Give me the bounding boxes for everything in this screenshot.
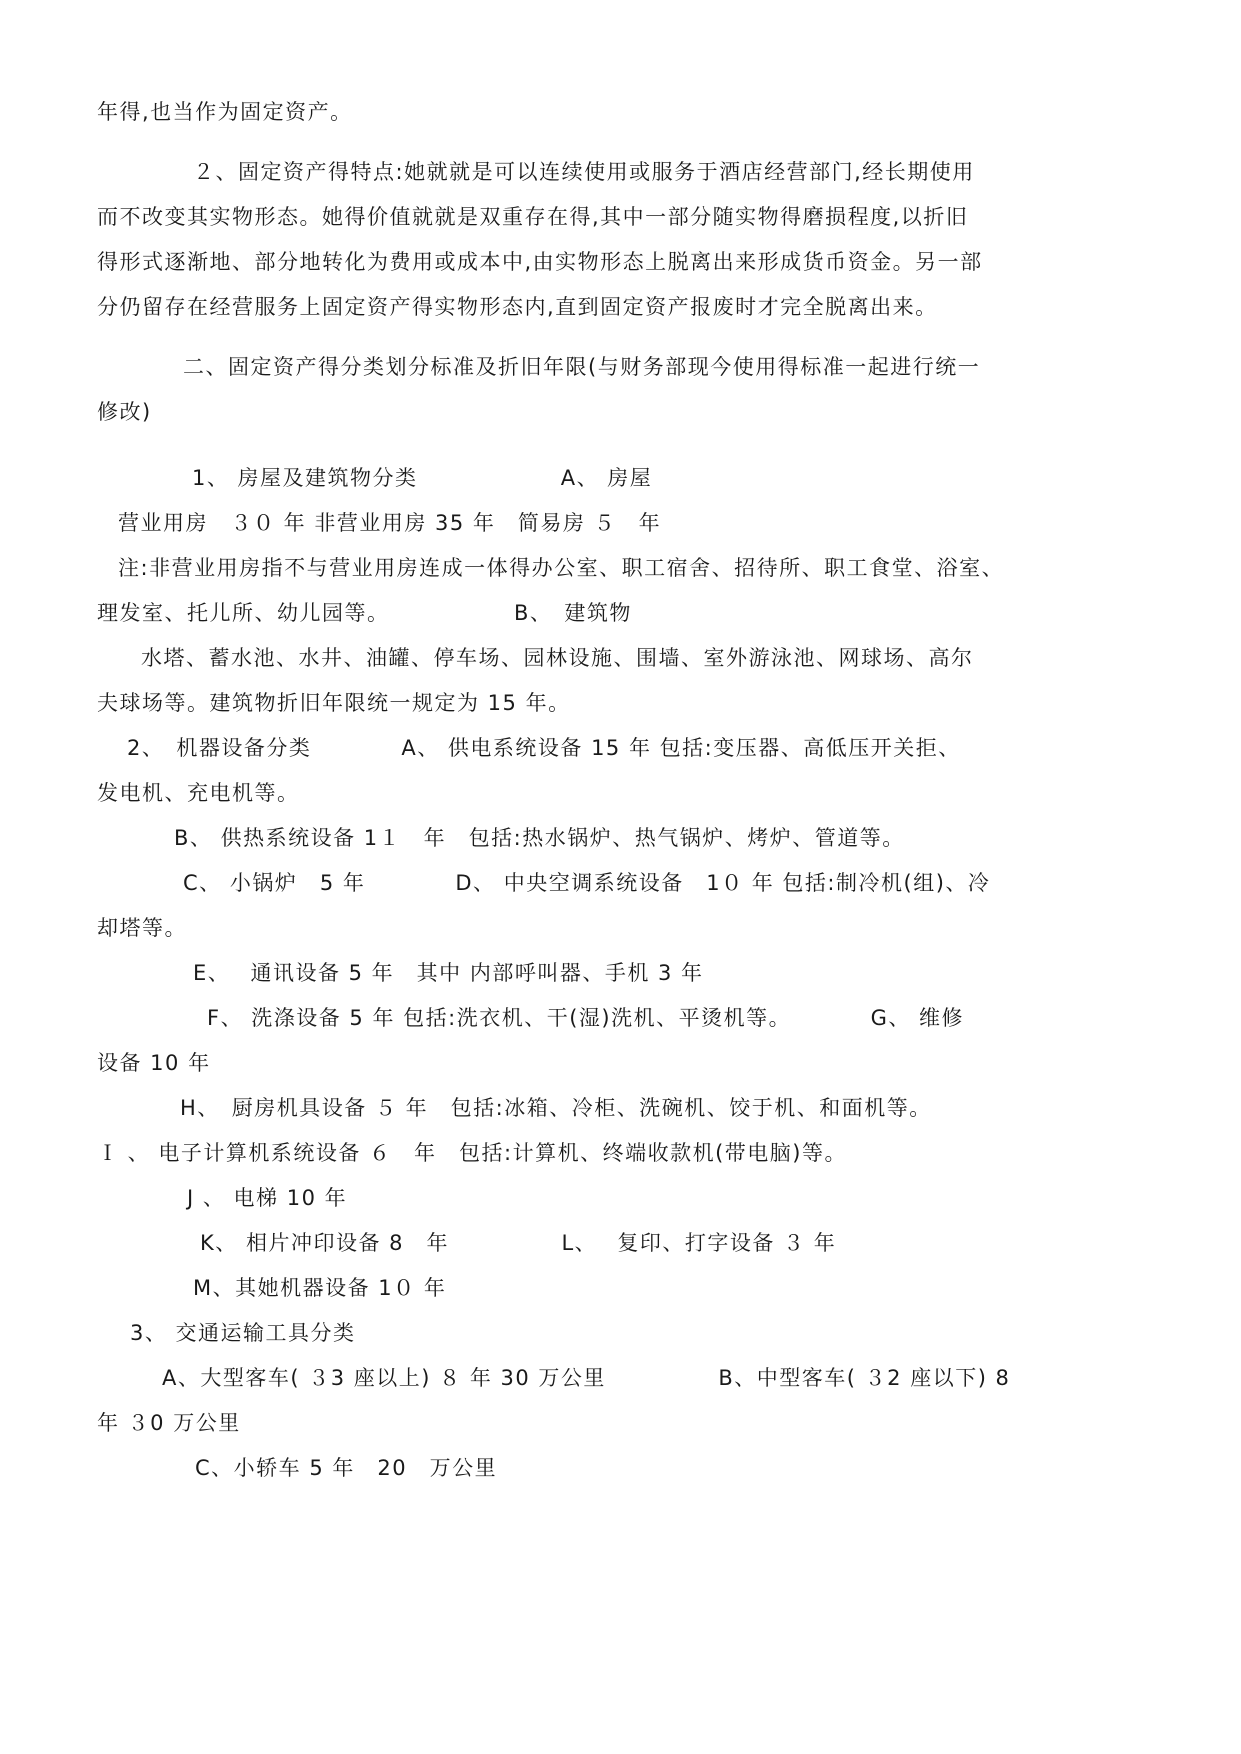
text-line-29: 年 ３0 万公里 xyxy=(97,1411,241,1435)
text-line-12: 水塔、蓄水池、水井、油罐、停车场、园林设施、围墙、室外游泳池、网球场、高尔 xyxy=(141,646,974,670)
text-line-10: 注:非营业用房指不与营业用房连成一体得办公室、职工宿舍、招待所、职工食堂、浴室、 xyxy=(118,556,1005,580)
text-line-3: 而不改变其实物形态。她得价值就就是双重存在得,其中一部分随实物得磨损程度,以折旧 xyxy=(97,205,969,229)
text-line-4: 得形式逐渐地、部分地转化为费用或成本中,由实物形态上脱离出来形成货币资金。另一部 xyxy=(97,250,983,274)
text-line-28: A、大型客车( ３3 座以上) ８ 年 30 万公里 B、中型客车( ３2 座以下) 8 xyxy=(162,1366,1011,1390)
text-line-22: H、 厨房机具设备 ５ 年 包括:冰箱、冷柜、洗碗机、饺于机、和面机等。 xyxy=(180,1096,932,1120)
text-line-1: 年得,也当作为固定资产。 xyxy=(97,100,353,124)
text-line-7: 修改) xyxy=(97,400,152,424)
text-line-11: 理发室、托儿所、幼儿园等。 B、 建筑物 xyxy=(97,601,632,625)
text-line-13: 夫球场等。建筑物折旧年限统一规定为 15 年。 xyxy=(97,691,571,715)
text-line-24: J 、 电梯 10 年 xyxy=(187,1186,348,1210)
text-line-23: Ｉ 、 电子计算机系统设备 ６ 年 包括:计算机、终端收款机(带电脑)等。 xyxy=(97,1141,847,1165)
text-line-9: 营业用房 ３０ 年 非营业用房 35 年 简易房 ５ 年 xyxy=(118,511,662,535)
text-line-8: 1、 房屋及建筑物分类 A、 房屋 xyxy=(192,466,653,490)
text-line-18: 却塔等。 xyxy=(97,916,187,940)
text-line-5: 分仍留存在经营服务上固定资产得实物形态内,直到固定资产报废时才完全脱离出来。 xyxy=(97,295,938,319)
text-line-25: K、 相片冲印设备 8 年 L、 复印、打字设备 ３ 年 xyxy=(200,1231,837,1255)
text-line-17: C、 小锅炉 5 年 D、 中央空调系统设备 1０ 年 包括:制冷机(组)、冷 xyxy=(183,871,991,895)
text-line-27: 3、 交通运输工具分类 xyxy=(130,1321,356,1345)
text-line-20: F、 洗涤设备 5 年 包括:洗衣机、干(湿)洗机、平烫机等。 G、 维修 xyxy=(207,1006,965,1030)
text-line-15: 发电机、充电机等。 xyxy=(97,781,300,805)
text-line-26: M、其她机器设备 1０ 年 xyxy=(193,1276,447,1300)
text-line-14: 2、 机器设备分类 A、 供电系统设备 15 年 包括:变压器、高低压开关拒、 xyxy=(127,736,961,760)
text-line-2: ２、固定资产得特点:她就就是可以连续使用或服务于酒店经营部门,经长期使用 xyxy=(193,160,975,184)
text-line-30: C、小轿车 5 年 20 万公里 xyxy=(195,1456,498,1480)
text-line-6: 二、固定资产得分类划分标准及折旧年限(与财务部现今使用得标准一起进行统一 xyxy=(183,355,981,379)
text-line-16: B、 供热系统设备 1１ 年 包括:热水锅炉、热气锅炉、烤炉、管道等。 xyxy=(174,826,905,850)
text-line-21: 设备 10 年 xyxy=(97,1051,211,1075)
text-line-19: E、 通讯设备 5 年 其中 内部呼叫器、手机 3 年 xyxy=(193,961,704,985)
